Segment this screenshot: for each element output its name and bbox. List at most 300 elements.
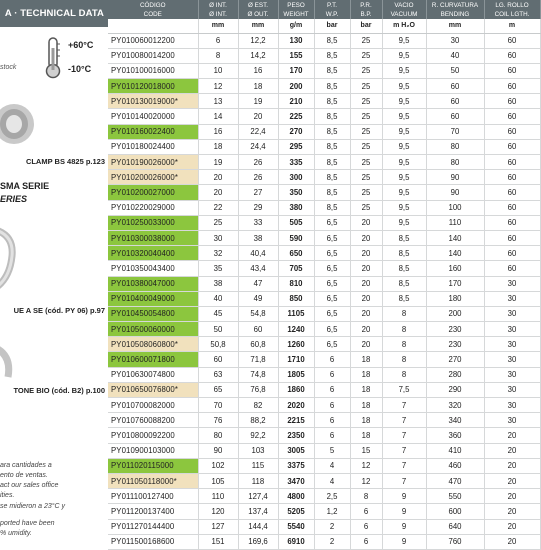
d_int-cell: 12 — [198, 79, 238, 94]
column-header: CODE — [108, 10, 198, 19]
coil-cell: 60 — [484, 79, 540, 94]
vac-cell: 7 — [382, 458, 426, 473]
bend-cell: 460 — [426, 458, 484, 473]
bp-cell: 8 — [350, 489, 382, 504]
weight-cell: 1105 — [278, 306, 314, 321]
d_out-cell: 144,4 — [238, 519, 278, 534]
product-code-cell: PY010800092200 — [108, 428, 198, 443]
product-code-cell: PY010320040400 — [108, 246, 198, 261]
weight-cell: 1710 — [278, 352, 314, 367]
d_out-cell: 49 — [238, 291, 278, 306]
d_int-cell: 110 — [198, 489, 238, 504]
weight-cell: 335 — [278, 155, 314, 170]
bend-cell: 140 — [426, 230, 484, 245]
table-row — [108, 63, 540, 78]
coil-cell: 20 — [484, 428, 540, 443]
product-code-cell: PY010130019000* — [108, 94, 198, 109]
weight-cell: 1860 — [278, 382, 314, 397]
vac-cell: 8,5 — [382, 246, 426, 261]
bend-cell: 160 — [426, 261, 484, 276]
table-row — [108, 504, 540, 519]
weight-cell: 850 — [278, 291, 314, 306]
d_int-cell: 30 — [198, 230, 238, 245]
table-row — [108, 352, 540, 367]
wp-cell: 6 — [314, 413, 350, 428]
bend-cell: 320 — [426, 398, 484, 413]
column-header: P.R. — [350, 0, 382, 10]
vac-cell: 7,5 — [382, 382, 426, 397]
vac-cell: 9,5 — [382, 109, 426, 124]
product-code-cell: PY010100016000 — [108, 63, 198, 78]
d_int-cell: 70 — [198, 398, 238, 413]
wp-cell: 8,5 — [314, 63, 350, 78]
table-row — [108, 382, 540, 397]
vac-cell: 9,5 — [382, 185, 426, 200]
coil-cell: 30 — [484, 306, 540, 321]
product-code-cell: PY010300038000 — [108, 230, 198, 245]
weight-cell: 350 — [278, 185, 314, 200]
header-row-spanish — [108, 0, 540, 10]
coil-cell: 60 — [484, 139, 540, 154]
table-row — [108, 367, 540, 382]
bp-cell: 25 — [350, 124, 382, 139]
d_out-cell: 16 — [238, 63, 278, 78]
bend-cell: 280 — [426, 367, 484, 382]
weight-cell: 810 — [278, 276, 314, 291]
coil-cell: 30 — [484, 352, 540, 367]
clamp-image — [0, 100, 42, 148]
note-line: ara cantidades a — [0, 462, 52, 469]
bp-cell: 25 — [350, 170, 382, 185]
table-row — [108, 534, 540, 549]
product-code-cell: PY011270144400 — [108, 519, 198, 534]
wp-cell: 6,5 — [314, 306, 350, 321]
vac-cell: 8 — [382, 337, 426, 352]
bend-cell: 70 — [426, 124, 484, 139]
weight-cell: 2020 — [278, 398, 314, 413]
coil-cell: 60 — [484, 94, 540, 109]
vac-cell: 9,5 — [382, 139, 426, 154]
temperature-high: +60°C — [68, 40, 94, 50]
vac-cell: 8 — [382, 322, 426, 337]
d_int-cell: 38 — [198, 276, 238, 291]
table-row — [108, 185, 540, 200]
product-code-cell: PY010650076800* — [108, 382, 198, 397]
product-code-cell: PY010630074800 — [108, 367, 198, 382]
wp-cell: 6,5 — [314, 276, 350, 291]
table-row — [108, 261, 540, 276]
vac-cell: 9,5 — [382, 48, 426, 63]
d_out-cell: 14,2 — [238, 48, 278, 63]
bend-cell: 80 — [426, 139, 484, 154]
wp-cell: 8,5 — [314, 124, 350, 139]
coil-cell: 60 — [484, 261, 540, 276]
weight-cell: 210 — [278, 94, 314, 109]
bend-cell: 600 — [426, 504, 484, 519]
bend-cell: 90 — [426, 185, 484, 200]
coil-cell: 20 — [484, 473, 540, 488]
product-code-cell: PY010508060800* — [108, 337, 198, 352]
vac-cell: 9,5 — [382, 63, 426, 78]
weight-cell: 4800 — [278, 489, 314, 504]
wp-cell: 6 — [314, 367, 350, 382]
unit-cell: mm — [238, 19, 278, 33]
left-panel — [0, 0, 108, 540]
note-line: % umidity. — [0, 530, 32, 537]
vac-cell: 7 — [382, 398, 426, 413]
table-row — [108, 428, 540, 443]
weight-cell: 705 — [278, 261, 314, 276]
bend-cell: 640 — [426, 519, 484, 534]
stock-text: stock — [0, 64, 17, 71]
d_out-cell: 76,8 — [238, 382, 278, 397]
table-body — [108, 33, 540, 549]
bp-cell: 18 — [350, 367, 382, 382]
wp-cell: 8,5 — [314, 139, 350, 154]
coil-cell: 60 — [484, 170, 540, 185]
d_int-cell: 16 — [198, 124, 238, 139]
weight-cell: 300 — [278, 170, 314, 185]
bend-cell: 30 — [426, 33, 484, 48]
coil-cell: 30 — [484, 398, 540, 413]
d_out-cell: 92,2 — [238, 428, 278, 443]
table-row — [108, 170, 540, 185]
coil-cell: 60 — [484, 215, 540, 230]
bp-cell: 18 — [350, 428, 382, 443]
weight-cell: 225 — [278, 109, 314, 124]
d_out-cell: 29 — [238, 200, 278, 215]
unit-cell: bar — [350, 19, 382, 33]
product-code-cell: PY010500060000 — [108, 322, 198, 337]
bp-cell: 25 — [350, 200, 382, 215]
product-code-cell: PY011500168600 — [108, 534, 198, 549]
d_int-cell: 40 — [198, 291, 238, 306]
wp-cell: 6,5 — [314, 261, 350, 276]
wp-cell: 4 — [314, 458, 350, 473]
wp-cell: 6,5 — [314, 230, 350, 245]
column-header: VACUUM — [382, 10, 426, 19]
table-row — [108, 79, 540, 94]
d_out-cell: 18 — [238, 79, 278, 94]
d_out-cell: 103 — [238, 443, 278, 458]
table-row — [108, 337, 540, 352]
table-row — [108, 322, 540, 337]
bio-reference: TONE BIO (cód. B2) p.100 — [13, 386, 105, 395]
wp-cell: 8,5 — [314, 109, 350, 124]
table-row — [108, 246, 540, 261]
vac-cell: 9 — [382, 504, 426, 519]
vac-cell: 9,5 — [382, 124, 426, 139]
note-line: ported have been — [0, 520, 55, 527]
product-code-cell: PY010220029000 — [108, 200, 198, 215]
bend-cell: 180 — [426, 291, 484, 306]
table-row — [108, 230, 540, 245]
wp-cell: 8,5 — [314, 200, 350, 215]
weight-cell: 590 — [278, 230, 314, 245]
weight-cell: 5205 — [278, 504, 314, 519]
d_out-cell: 60 — [238, 322, 278, 337]
d_int-cell: 63 — [198, 367, 238, 382]
d_int-cell: 6 — [198, 33, 238, 48]
bp-cell: 18 — [350, 413, 382, 428]
d_int-cell: 50,8 — [198, 337, 238, 352]
vac-cell: 9,5 — [382, 155, 426, 170]
coil-cell: 30 — [484, 382, 540, 397]
bend-cell: 760 — [426, 534, 484, 549]
weight-cell: 6910 — [278, 534, 314, 549]
unit-cell: mm — [198, 19, 238, 33]
unit-cell: bar — [314, 19, 350, 33]
column-header: R. CURVATURA — [426, 0, 484, 10]
coil-cell: 60 — [484, 109, 540, 124]
coil-cell: 60 — [484, 246, 540, 261]
column-header: W.P. — [314, 10, 350, 19]
bp-cell: 20 — [350, 337, 382, 352]
d_int-cell: 20 — [198, 185, 238, 200]
bend-cell: 340 — [426, 413, 484, 428]
vac-cell: 8,5 — [382, 230, 426, 245]
bp-cell: 25 — [350, 94, 382, 109]
d_int-cell: 18 — [198, 139, 238, 154]
product-code-cell: PY010200027000 — [108, 185, 198, 200]
technical-data-title: A · TECHNICAL DATA — [4, 8, 104, 19]
d_out-cell: 20 — [238, 109, 278, 124]
bend-cell: 60 — [426, 109, 484, 124]
bend-cell: 290 — [426, 382, 484, 397]
product-code-cell: PY010900103000 — [108, 443, 198, 458]
d_out-cell: 26 — [238, 170, 278, 185]
wp-cell: 6 — [314, 428, 350, 443]
d_out-cell: 22,4 — [238, 124, 278, 139]
wp-cell: 6,5 — [314, 322, 350, 337]
coil-cell: 60 — [484, 185, 540, 200]
coil-cell: 20 — [484, 443, 540, 458]
series-title: SMA SERIE — [0, 181, 50, 191]
product-code-cell: PY010190026000* — [108, 155, 198, 170]
wp-cell: 8,5 — [314, 33, 350, 48]
weight-cell: 2215 — [278, 413, 314, 428]
bp-cell: 12 — [350, 473, 382, 488]
bend-cell: 140 — [426, 246, 484, 261]
bp-cell: 25 — [350, 109, 382, 124]
unit-cell: m H₂O — [382, 19, 426, 33]
d_int-cell: 120 — [198, 504, 238, 519]
table-row — [108, 306, 540, 321]
column-header: B.P. — [350, 10, 382, 19]
table-row — [108, 413, 540, 428]
product-code-cell: PY010120018000 — [108, 79, 198, 94]
product-code-cell: PY011200137400 — [108, 504, 198, 519]
bp-cell: 20 — [350, 306, 382, 321]
column-header: Ø INT. — [198, 0, 238, 10]
wp-cell: 6 — [314, 398, 350, 413]
d_out-cell: 47 — [238, 276, 278, 291]
table-row — [108, 458, 540, 473]
bend-cell: 40 — [426, 48, 484, 63]
d_int-cell: 35 — [198, 261, 238, 276]
product-code-cell: PY010180024400 — [108, 139, 198, 154]
d_out-cell: 12,2 — [238, 33, 278, 48]
weight-cell: 170 — [278, 63, 314, 78]
vac-cell: 7 — [382, 443, 426, 458]
column-header: WEIGHT — [278, 10, 314, 19]
bp-cell: 25 — [350, 155, 382, 170]
bp-cell: 18 — [350, 382, 382, 397]
wp-cell: 6 — [314, 352, 350, 367]
unit-cell: g/m — [278, 19, 314, 33]
bend-cell: 60 — [426, 79, 484, 94]
bend-cell: 360 — [426, 428, 484, 443]
d_int-cell: 60 — [198, 352, 238, 367]
d_out-cell: 127,4 — [238, 489, 278, 504]
weight-cell: 1260 — [278, 337, 314, 352]
product-code-cell: PY010450054800 — [108, 306, 198, 321]
d_out-cell: 115 — [238, 458, 278, 473]
technical-data-table — [108, 0, 540, 547]
product-code-cell: PY010350043400 — [108, 261, 198, 276]
product-code-cell: PY010080014200 — [108, 48, 198, 63]
d_int-cell: 25 — [198, 215, 238, 230]
d_int-cell: 19 — [198, 155, 238, 170]
vac-cell: 9 — [382, 534, 426, 549]
table-row — [108, 94, 540, 109]
product-code-cell: PY011100127400 — [108, 489, 198, 504]
product-code-cell: PY010140020000 — [108, 109, 198, 124]
table-row — [108, 291, 540, 306]
bp-cell: 25 — [350, 139, 382, 154]
bp-cell: 12 — [350, 458, 382, 473]
table-row — [108, 398, 540, 413]
coil-cell: 20 — [484, 458, 540, 473]
weight-cell: 505 — [278, 215, 314, 230]
column-header: BENDING — [426, 10, 484, 19]
d_out-cell: 38 — [238, 230, 278, 245]
vac-cell: 8,5 — [382, 291, 426, 306]
bend-cell: 90 — [426, 170, 484, 185]
d_int-cell: 90 — [198, 443, 238, 458]
d_int-cell: 10 — [198, 63, 238, 78]
d_out-cell: 74,8 — [238, 367, 278, 382]
coil-cell: 60 — [484, 230, 540, 245]
wp-cell: 6 — [314, 382, 350, 397]
wp-cell: 6,5 — [314, 337, 350, 352]
product-code-cell: PY010160022400 — [108, 124, 198, 139]
d_int-cell: 80 — [198, 428, 238, 443]
bp-cell: 25 — [350, 48, 382, 63]
weight-cell: 650 — [278, 246, 314, 261]
hose-bio-image — [0, 345, 16, 379]
vac-cell: 8 — [382, 352, 426, 367]
vac-cell: 9,5 — [382, 215, 426, 230]
bend-cell: 100 — [426, 200, 484, 215]
bp-cell: 25 — [350, 185, 382, 200]
bp-cell: 25 — [350, 63, 382, 78]
ase-reference: UE A SE (cód. PY 06) p.97 — [13, 306, 105, 315]
vac-cell: 9,5 — [382, 200, 426, 215]
table-row — [108, 276, 540, 291]
table-row — [108, 139, 540, 154]
vac-cell: 9 — [382, 489, 426, 504]
coil-cell: 20 — [484, 489, 540, 504]
d_out-cell: 24,4 — [238, 139, 278, 154]
vac-cell: 9,5 — [382, 79, 426, 94]
d_out-cell: 33 — [238, 215, 278, 230]
weight-cell: 3005 — [278, 443, 314, 458]
product-code-cell: PY010250033000 — [108, 215, 198, 230]
bend-cell: 60 — [426, 94, 484, 109]
vac-cell: 8 — [382, 306, 426, 321]
d_int-cell: 105 — [198, 473, 238, 488]
bend-cell: 270 — [426, 352, 484, 367]
column-header: PESO — [278, 0, 314, 10]
bp-cell: 20 — [350, 291, 382, 306]
weight-cell: 270 — [278, 124, 314, 139]
d_out-cell: 118 — [238, 473, 278, 488]
bp-cell: 20 — [350, 215, 382, 230]
coil-cell: 30 — [484, 413, 540, 428]
product-code-cell: PY010760088200 — [108, 413, 198, 428]
d_out-cell: 26 — [238, 155, 278, 170]
table-row — [108, 489, 540, 504]
wp-cell: 5 — [314, 443, 350, 458]
wp-cell: 8,5 — [314, 79, 350, 94]
wp-cell: 6,5 — [314, 291, 350, 306]
d_out-cell: 71,8 — [238, 352, 278, 367]
unit-cell: m — [484, 19, 540, 33]
wp-cell: 2 — [314, 534, 350, 549]
d_int-cell: 45 — [198, 306, 238, 321]
d_out-cell: 27 — [238, 185, 278, 200]
coil-cell: 60 — [484, 33, 540, 48]
coil-cell: 20 — [484, 534, 540, 549]
d_int-cell: 102 — [198, 458, 238, 473]
product-code-cell: PY010200026000* — [108, 170, 198, 185]
note-line: ities. — [0, 492, 15, 499]
table-row — [108, 215, 540, 230]
clamp-reference: CLAMP BS 4825 p.123 — [25, 157, 105, 166]
product-code-cell: PY010060012200 — [108, 33, 198, 48]
weight-cell: 295 — [278, 139, 314, 154]
table-row — [108, 33, 540, 48]
d_out-cell: 137,4 — [238, 504, 278, 519]
table-row — [108, 155, 540, 170]
temperature-low: -10°C — [68, 64, 92, 74]
d_int-cell: 50 — [198, 322, 238, 337]
weight-cell: 3375 — [278, 458, 314, 473]
unit-cell: mm — [426, 19, 484, 33]
product-code-cell: PY010700082000 — [108, 398, 198, 413]
bp-cell: 6 — [350, 519, 382, 534]
weight-cell: 155 — [278, 48, 314, 63]
vac-cell: 7 — [382, 413, 426, 428]
d_out-cell: 19 — [238, 94, 278, 109]
bend-cell: 230 — [426, 337, 484, 352]
note-line: act our sales office — [0, 482, 59, 489]
vac-cell: 9,5 — [382, 33, 426, 48]
wp-cell: 6,5 — [314, 215, 350, 230]
table-row — [108, 473, 540, 488]
wp-cell: 8,5 — [314, 155, 350, 170]
product-code-cell: PY010380047000 — [108, 276, 198, 291]
bp-cell: 15 — [350, 443, 382, 458]
note-line: ento de ventas. — [0, 472, 48, 479]
column-header: Ø INT. — [198, 10, 238, 19]
d_out-cell: 40,4 — [238, 246, 278, 261]
bp-cell: 6 — [350, 534, 382, 549]
column-header: VACIO — [382, 0, 426, 10]
column-header: CÓDIGO — [108, 0, 198, 10]
d_out-cell: 60,8 — [238, 337, 278, 352]
